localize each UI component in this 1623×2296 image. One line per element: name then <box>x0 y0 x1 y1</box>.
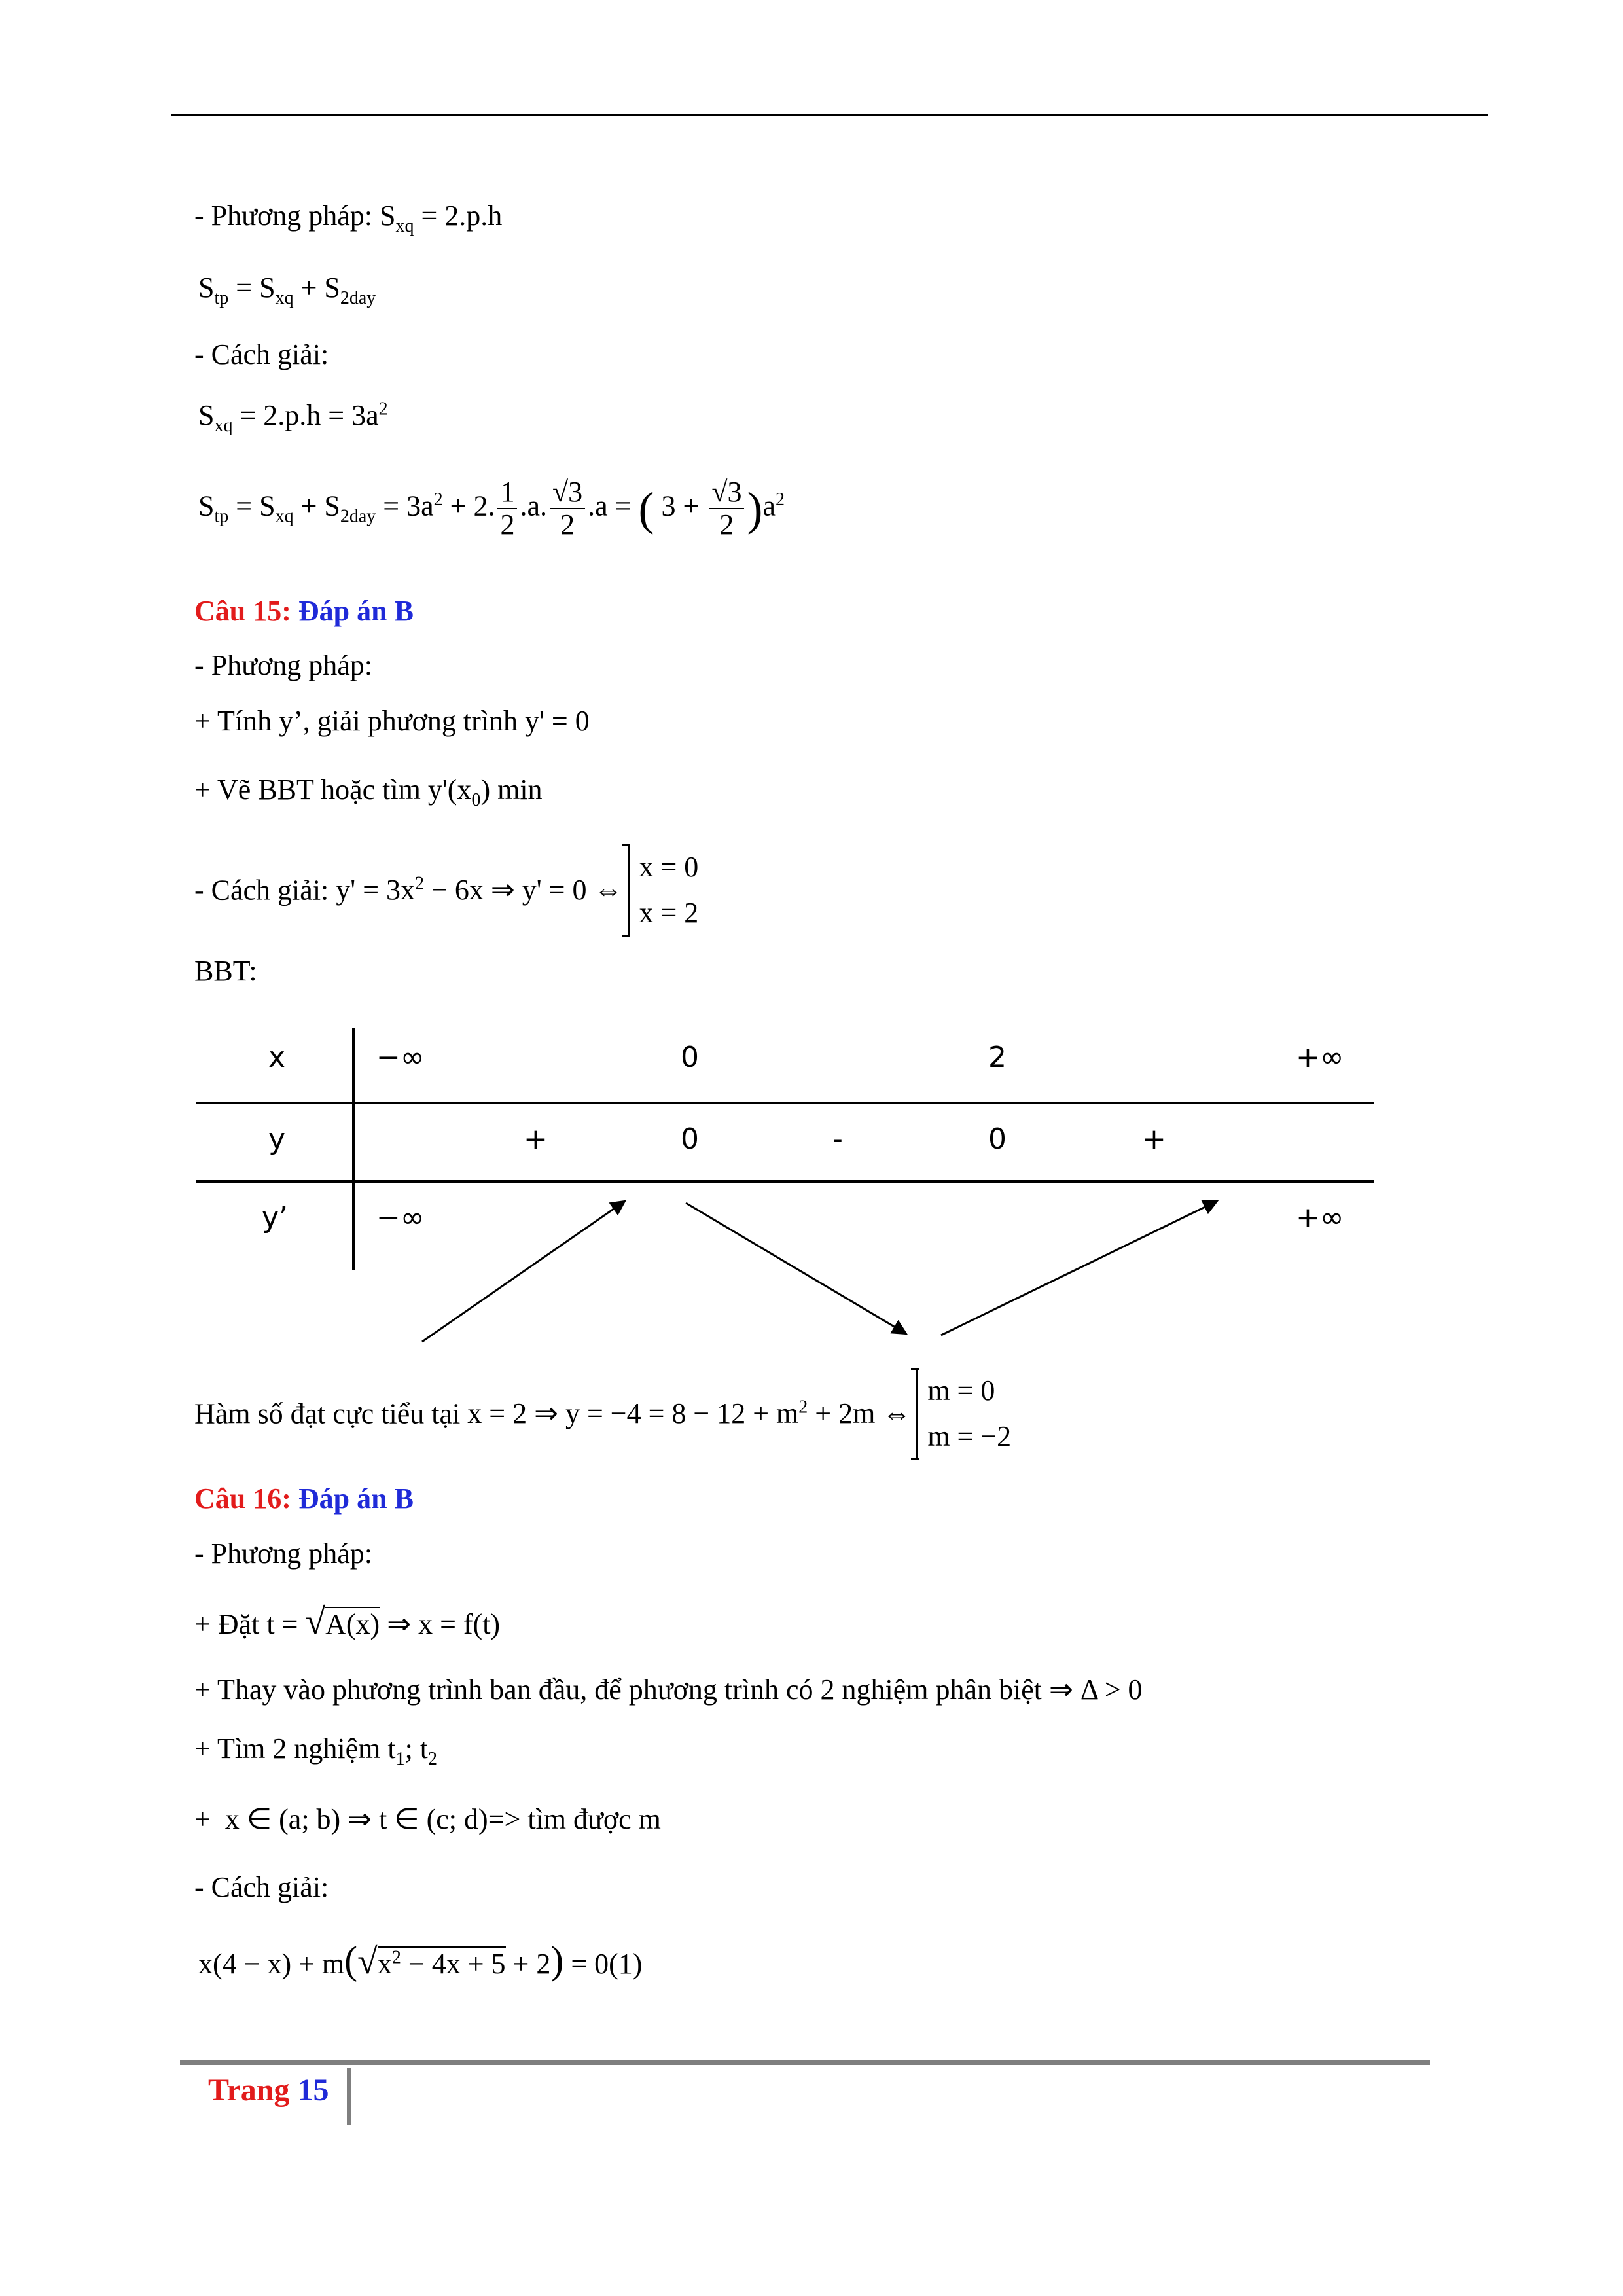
row-label-x: x <box>268 1041 286 1074</box>
q15-step-1-text: + Tính y’, giải phương trình <box>194 705 525 737</box>
q16-step-3 <box>194 1732 438 1769</box>
q16-equation: $x(4 - x) + m(√x^2 - 4x + 5 + 2) = 0(1)$ <box>198 1939 643 1982</box>
sign-zero-1: 0 <box>681 1122 699 1156</box>
question-16-heading <box>194 1482 414 1515</box>
q16-step-1 <box>194 1604 500 1640</box>
formula-stp-calc: $S_{tp} = S_{xq} + S_{2day} = 3a^2 + 2$. $\frac{1}{2}$ .a. $\frac{√3}{2}$ .a = ( 3 + $\frac{√3}{2}$ )$a^2$ <box>198 476 785 541</box>
x-zero: 0 <box>681 1041 699 1074</box>
q15-method-label: - Phương pháp: <box>194 649 372 681</box>
q16-step-2-formula: ⇒ Δ > 0 <box>1049 1674 1143 1706</box>
q15-step-2-formula: $y'(x_0)$ <box>427 774 491 810</box>
footer-rule <box>180 2060 1430 2065</box>
arrow-up-1 <box>422 1201 625 1342</box>
method-label: - Phương pháp: <box>194 200 380 232</box>
conclusion-system: m = 0 m = −2 <box>911 1368 1011 1460</box>
q15-step-2-text: + Vẽ BBT hoặc tìm <box>194 774 428 806</box>
x-two: 2 <box>988 1041 1007 1074</box>
question-16-answer: Đáp án B <box>298 1482 414 1515</box>
x-neg-inf: −∞ <box>376 1041 425 1074</box>
q15-step-2-end: min <box>490 774 543 806</box>
sign-zero-2: 0 <box>988 1122 1007 1156</box>
arrow-up-2 <box>941 1201 1217 1335</box>
question-16-number: Câu 16: <box>194 1482 298 1515</box>
header-rule <box>171 114 1488 116</box>
formula-sxq-calc: $S_{xq} = 2.p.h = 3a^2$ <box>198 399 388 436</box>
q16-step-4-end: => tìm được m <box>488 1803 661 1835</box>
footer-divider <box>347 2068 351 2125</box>
value-pos-inf: +∞ <box>1296 1201 1344 1234</box>
x-pos-inf: +∞ <box>1296 1041 1344 1074</box>
conclusion-formula: x = 2 ⇒ $y = -4 = 8 - 12 + m^2 + 2m$ ⇔ <box>467 1397 912 1430</box>
sign-plus-1: + <box>524 1122 548 1156</box>
sign-minus: - <box>832 1122 843 1156</box>
formula-stp: $S_{tp} = S_{xq} + S_{2day}$ <box>198 272 376 308</box>
question-15-heading <box>194 594 414 628</box>
q15-solution-label: - Cách giải: <box>194 874 336 906</box>
page-number <box>208 2072 329 2108</box>
question-15-answer: Đáp án B <box>298 595 414 627</box>
q16-step-3-text: + Tìm 2 nghiệm <box>194 1732 388 1765</box>
value-neg-inf: −∞ <box>376 1201 425 1234</box>
row-label-yprime: y’ <box>262 1201 289 1234</box>
conclusion-text: Hàm số đạt cực tiểu tại <box>194 1397 468 1430</box>
variation-table <box>196 1014 1381 1355</box>
q15-step-2 <box>194 774 543 810</box>
q15-step-1-formula: y' = 0 <box>524 705 590 737</box>
q16-solution-label: - Cách giải: <box>194 1871 329 1903</box>
q15-step-1 <box>194 707 590 736</box>
sign-plus-2: + <box>1142 1122 1166 1156</box>
q16-method-label: - Phương pháp: <box>194 1537 372 1570</box>
method-line <box>194 200 503 236</box>
q16-step-2-text: + Thay vào phương trình ban đầu, để phương trình có 2 nghiệm phân biệt <box>194 1674 1049 1706</box>
bbt-label: BBT: <box>194 955 257 987</box>
page-number-value: 15 <box>297 2073 329 2108</box>
formula-sxq: $S_{xq} = 2.p.h$ <box>380 200 503 236</box>
q16-step-2 <box>194 1676 1143 1704</box>
q16-step-1-formula: t = √A(x) ⇒ x = f(t) <box>266 1602 501 1642</box>
q16-step-1-text: + Đặt <box>194 1608 267 1640</box>
q16-step-3-formula: $t_1$; $t_2$ <box>387 1732 438 1769</box>
solution-label: - Cách giải: <box>194 338 329 370</box>
arrow-down <box>686 1203 906 1334</box>
q16-step-4-formula: + x ∈ (a; b) ⇒ t ∈ (c; d) <box>194 1803 488 1835</box>
q15-system: x = 0 x = 2 <box>622 844 698 937</box>
q16-step-4 <box>194 1805 661 1834</box>
row-label-y: y <box>268 1122 286 1156</box>
conclusion-line <box>194 1368 1011 1460</box>
q15-solution-formula: $y' = 3x^2 - 6x$ ⇒ y' = 0 ⇔ <box>336 873 623 906</box>
q15-solution <box>194 844 698 937</box>
question-15-number: Câu 15: <box>194 595 298 627</box>
page-label: Trang <box>208 2073 290 2108</box>
